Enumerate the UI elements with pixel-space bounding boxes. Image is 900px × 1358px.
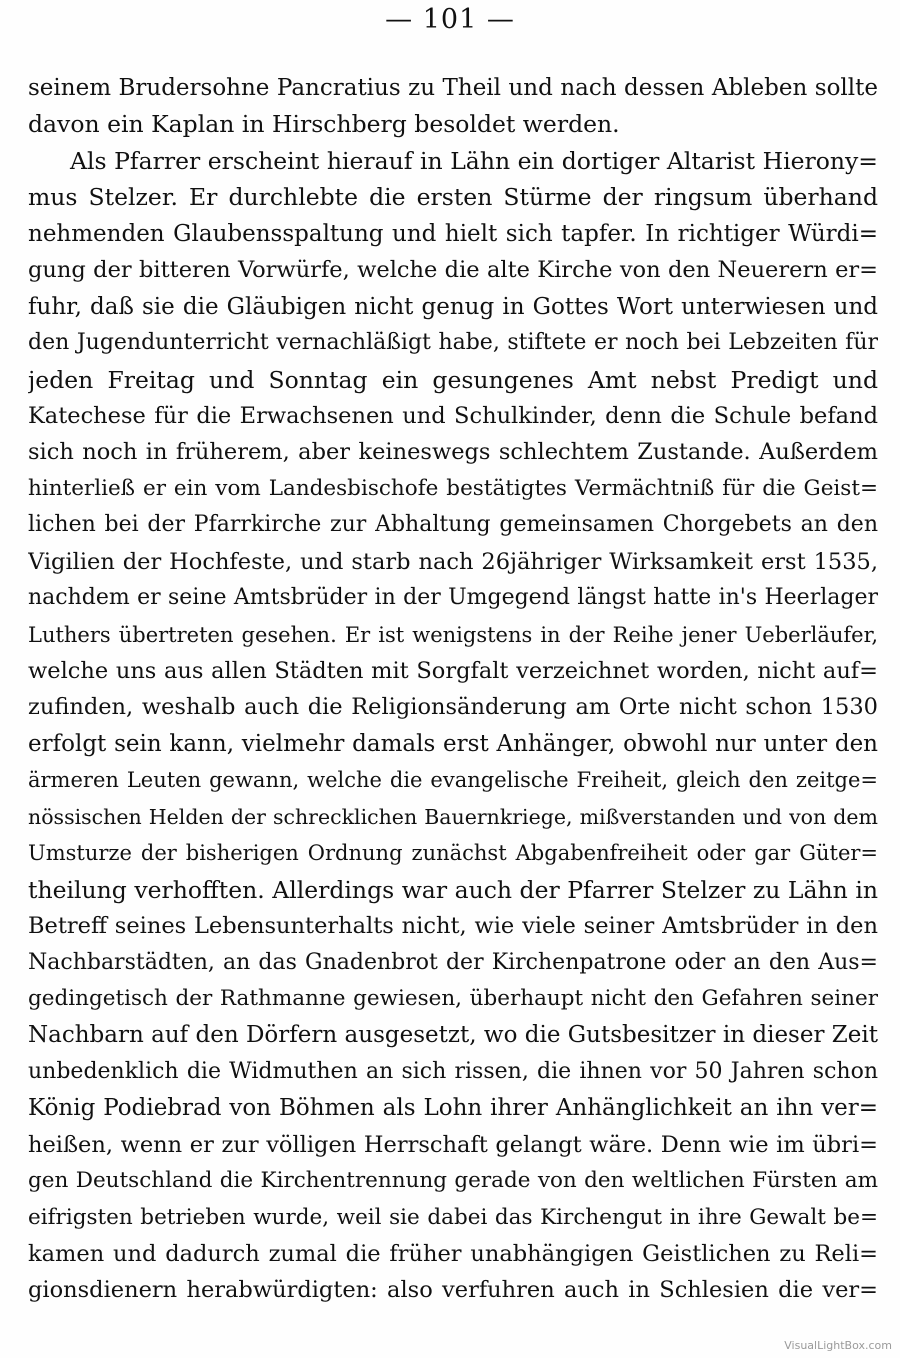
text-line: Nachbarstädten, an das Gnadenbrot der Kirchenpatrone oder an den Aus= xyxy=(28,949,878,975)
text-line: welche uns aus allen Städten mit Sorgfalt verzeichnet worden, nicht auf= xyxy=(28,658,878,684)
text-line: Umsturze der bisherigen Ordnung zunächst Abgabenfreiheit oder gar Güter= xyxy=(28,841,878,866)
text-line: zufinden, weshalb auch die Religionsänderung am Orte nicht schon 1530 xyxy=(28,694,878,721)
text-line: Nachbarn auf den Dörfern ausgesetzt, wo die Gutsbesitzer in dieser Zeit xyxy=(28,1022,878,1049)
text-line: jeden Freitag und Sonntag ein gesungenes Amt nebst Predigt und xyxy=(28,365,878,394)
text-line: kamen und dadurch zumal die früher unabhängigen Geistlichen zu Reli= xyxy=(28,1241,878,1267)
text-line: heißen, wenn er zur völligen Herrschaft gelangt wäre. Denn wie im übri= xyxy=(28,1131,878,1158)
text-line: Luthers übertreten gesehen. Er ist wenigstens in der Reihe jener Ueberläufer, xyxy=(28,622,878,647)
text-line: erfolgt sein kann, vielmehr damals erst Anhänger, obwohl nur unter den xyxy=(28,730,878,757)
text-line: gung der bitteren Vorwürfe, welche die alte Kirche von den Neuerern er= xyxy=(28,257,878,284)
text-line: nehmenden Glaubensspaltung und hielt sich tapfer. In richtiger Würdi= xyxy=(28,220,878,247)
text-line: gen Deutschland die Kirchentrennung gerade von den weltlichen Fürsten am xyxy=(28,1168,878,1194)
text-line: theilung verhofften. Allerdings war auch der Pfarrer Stelzer zu Lähn in xyxy=(28,875,878,904)
text-line: den Jugendunterricht vernachläßigt habe, stiftete er noch bei Lebzeiten für xyxy=(28,330,878,356)
text-line: lichen bei der Pfarrkirche zur Abhaltung gemeinsamen Chorgebets an den xyxy=(28,512,878,538)
text-line: nössischen Helden der schrecklichen Bauernkriege, mißverstanden und von dem xyxy=(28,804,878,829)
text-line: Katechese für die Erwachsenen und Schulkinder, denn die Schule befand xyxy=(28,402,878,429)
body-text xyxy=(28,70,878,1309)
text-line: König Podiebrad von Böhmen als Lohn ihrer Anhänglichkeit an ihn ver= xyxy=(28,1095,878,1122)
text-line: Vigilien der Hochfeste, und starb nach 26jähriger Wirksamkeit erst 1535, xyxy=(28,548,878,575)
text-line: Betreff seines Lebensunterhalts nicht, wie viele seiner Amtsbrüder in den xyxy=(28,913,878,940)
text-line: ärmeren Leuten gewann, welche die evangelische Freiheit, gleich den zeitge= xyxy=(28,768,878,793)
text-line: sich noch in früherem, aber keineswegs schlechtem Zustande. Außerdem xyxy=(28,439,878,466)
text-line: unbedenklich die Widmuthen an sich rissen, die ihnen vor 50 Jahren schon xyxy=(28,1058,878,1084)
text-line: hinterließ er ein vom Landesbischofe bestätigtes Vermächtniß für die Geist= xyxy=(28,475,878,501)
text-line: gionsdienern herabwürdigten: also verfuhren auch in Schlesien die ver= xyxy=(28,1277,878,1304)
page-number-header: — 101 — xyxy=(385,4,515,35)
watermark: VisualLightBox.com xyxy=(784,1339,892,1352)
text-line: fuhr, daß sie die Gläubigen nicht genug in Gottes Wort unterwiesen und xyxy=(28,293,878,320)
text-line: gedingetisch der Rathmanne gewiesen, überhaupt nicht den Gefahren seiner xyxy=(28,985,878,1011)
text-line: eifrigsten betrieben wurde, weil sie dabei das Kirchengut in ihre Gewalt be= xyxy=(28,1204,878,1230)
text-line: Als Pfarrer erscheint hierauf in Lähn ein dortiger Altarist Hierony= xyxy=(70,146,878,175)
text-line: davon ein Kaplan in Hirschberg besoldet werden. xyxy=(28,110,620,139)
text-line: mus Stelzer. Er durchlebte die ersten Stürme der ringsum überhand xyxy=(28,183,878,212)
text-line: seinem Brudersohne Pancratius zu Theil und nach dessen Ableben sollte xyxy=(28,75,878,101)
text-line: nachdem er seine Amtsbrüder in der Umgegend längst hatte in's Heerlager xyxy=(28,585,878,611)
